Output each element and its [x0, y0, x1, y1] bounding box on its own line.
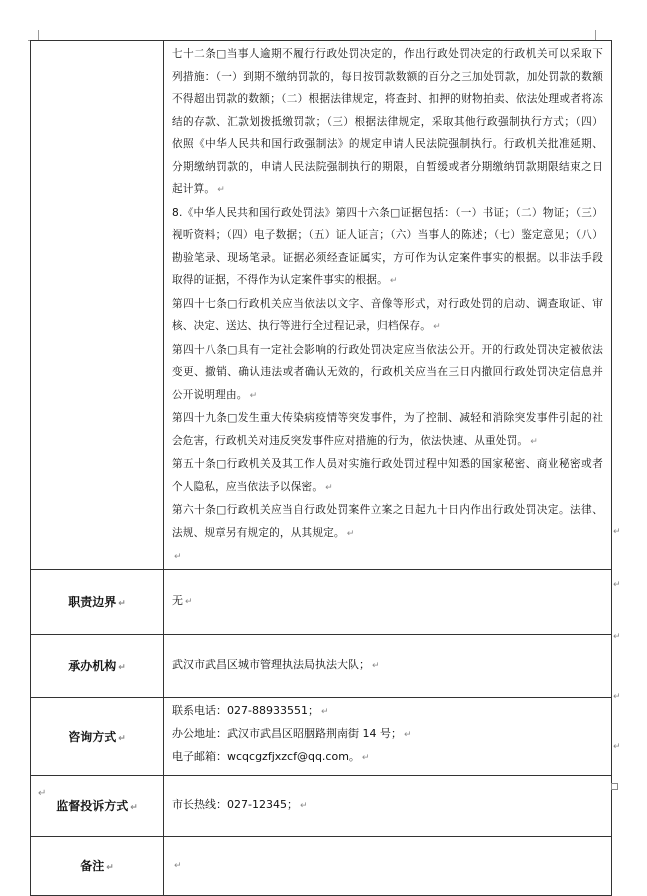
paragraph-mark-icon: ↵	[38, 788, 47, 799]
paragraph-mark-icon: ↵	[217, 185, 225, 195]
supervision-value: 市长热线：027-12345； ↵	[164, 775, 612, 836]
legal-paragraph: 第四十七条□行政机关应当依法以文字、音像等形式，对行政处罚的启动、调查取证、审核、决定、送达、执行等进行全过程记录，归档保存。 ↵	[172, 297, 603, 332]
paragraph-mark-icon: ↵	[185, 597, 193, 607]
paragraph-mark-icon: ↵	[361, 752, 370, 763]
row-end-mark-icon: ↵	[613, 580, 621, 590]
paragraph-mark-icon: ↵	[118, 663, 126, 673]
paragraph-mark-icon: ↵	[174, 861, 182, 871]
legal-paragraph: 8.《中华人民共和国行政处罚法》第四十六条□证据包括：（一）书证；（二）物证；（三）视听资料；（四）电子数据；（五）证人证言；（六）当事人的陈述；（七）鉴定意见；（八）勘验笔录、现场笔录。证据必须经查证属实，方可作为认定案件事实的根据。以非法手段取得的证据，不得作为认定案件事实的根据。 ↵	[172, 206, 603, 286]
supervision-row	[31, 775, 612, 836]
consultation-row	[31, 697, 612, 775]
consultation-email: 电子邮箱：wcqcgzfjxzcf@qq.com。 ↵	[172, 749, 370, 763]
legal-paragraph: 第五十条□行政机关及其工作人员对实施行政处罚过程中知悉的国家秘密、商业秘密或者个人隐私，应当依法予以保密。 ↵	[172, 458, 603, 493]
paragraph-mark-icon: ↵	[118, 599, 126, 609]
paragraph-mark-icon: ↵	[174, 552, 182, 562]
paragraph-mark-icon: ↵	[433, 322, 441, 332]
empty-paragraph	[172, 545, 603, 569]
remarks-label: 备注 ↵	[31, 836, 164, 895]
legal-paragraph: 第六十条□行政机关应当自行政处罚案件立案之日起九十日内作出行政处罚决定。法律、法规、规章另有规定的，从其规定。 ↵	[172, 504, 603, 539]
legal-basis-content-cell	[164, 41, 612, 570]
remarks-row	[31, 836, 612, 895]
consultation-label: 咨询方式 ↵	[31, 697, 164, 775]
consultation-phone: 联系电话：027-88933551； ↵	[172, 703, 329, 717]
consultation-value	[164, 697, 612, 775]
table-end-handle-icon[interactable]	[611, 783, 618, 790]
legal-paragraph: 第四十八条□具有一定社会影响的行政处罚决定应当依法公开。开的行政处罚决定被依法变更、撤销、确认违法或者确认无效的，行政机关应当在三日内撤回行政处罚决定信息并公开说明理由。 ↵	[172, 343, 603, 401]
row-end-mark-icon: ↵	[613, 692, 621, 702]
paragraph-mark-icon: ↵	[325, 482, 333, 493]
document-table	[30, 40, 612, 896]
paragraph-mark-icon: ↵	[320, 706, 329, 717]
duty-boundary-label: 职责边界 ↵	[31, 569, 164, 634]
row-end-mark-icon: ↵	[613, 527, 621, 537]
paragraph-mark-icon: ↵	[130, 803, 138, 813]
legal-paragraph: 第四十九条□发生重大传染病疫情等突发事件，为了控制、减轻和消除突发事件引起的社会危害，行政机关对违反突发事件应对措施的行为，依法快速、从重处罚。 ↵	[172, 412, 603, 447]
handling-agency-value: 武汉市武昌区城市管理执法局执法大队； ↵	[164, 634, 612, 697]
duty-boundary-row	[31, 569, 612, 634]
legal-basis-row	[31, 41, 612, 570]
paragraph-mark-icon: ↵	[530, 436, 538, 447]
duty-boundary-value: 无 ↵	[164, 569, 612, 634]
paragraph-mark-icon: ↵	[346, 528, 355, 539]
handling-agency-label: 承办机构 ↵	[31, 634, 164, 697]
paragraph-mark-icon: ↵	[106, 863, 114, 873]
row-end-mark-icon: ↵	[613, 632, 621, 642]
paragraph-mark-icon: ↵	[389, 276, 398, 286]
paragraph-mark-icon: ↵	[299, 801, 308, 811]
paragraph-mark-icon: ↵	[404, 729, 412, 740]
legal-paragraph: 七十二条□当事人逾期不履行行政处罚决定的，作出行政处罚决定的行政机关可以采取下列措施：（一）到期不缴纳罚款的，每日按罚款数额的百分之三加处罚款，加处罚款的数额不得超出罚款的数额；（二）根据法律规定，将查封、扣押的财物拍卖、依法处理或者将冻结的存款、汇款划拨抵缴罚款；（三）根据法律规定，采取其他行政强制执行方式；（四）依照《中华人民共和国行政强制法》的规定申请人民法院强制执行。行政机关批准延期、分期缴纳罚款的，申请人民法院强制执行的期限，自暂缓或者分期缴纳罚款期限结束之日起计算。 ↵	[172, 48, 603, 195]
legal-basis-label-cell	[31, 41, 164, 570]
paragraph-mark-icon: ↵	[372, 661, 380, 671]
paragraph-mark-icon: ↵	[249, 390, 258, 401]
legal-text	[164, 41, 611, 569]
handling-agency-row	[31, 634, 612, 697]
supervision-label: 监督投诉方式 ↵	[31, 775, 164, 836]
remarks-value	[164, 836, 612, 895]
row-end-mark-icon: ↵	[613, 742, 621, 752]
paragraph-mark-icon: ↵	[118, 733, 126, 744]
consultation-address: 办公地址：武汉市武昌区昭胭路荆南街 14 号； ↵	[172, 726, 412, 740]
